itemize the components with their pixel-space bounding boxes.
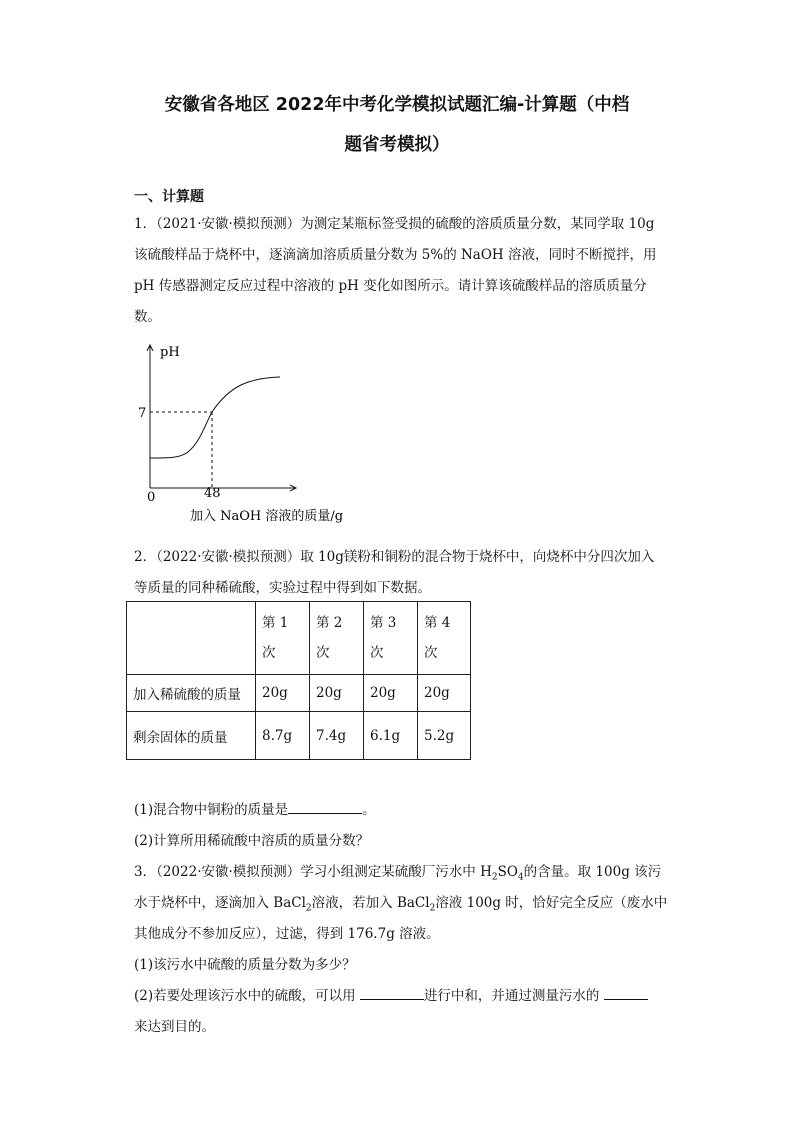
- text: 的含量。取 100g 该污: [523, 864, 662, 880]
- q2-sub2: (2)计算所用稀硫酸中溶质的质量分数？: [134, 833, 370, 849]
- q2-sub1: [134, 798, 376, 818]
- text: 2: [305, 903, 312, 914]
- table-cell: 剩余固体的质量: [127, 712, 256, 760]
- table-cell: 8.7g: [256, 712, 310, 760]
- section-heading: 一、计算题: [134, 189, 204, 205]
- text: 4: [517, 872, 524, 883]
- ph-chart: [0, 0, 794, 540]
- q1-text: 数。: [134, 309, 161, 325]
- answer-blank[interactable]: [604, 987, 648, 1000]
- table-header: 第 2 次: [310, 602, 364, 675]
- y-tick-label: 7: [138, 406, 147, 421]
- q1-text: 1．（2021·安徽·模拟预测）为测定某瓶标签受损的硫酸的溶质质量分数，某同学取 10g: [134, 216, 655, 232]
- table-cell: 7.4g: [310, 712, 364, 760]
- answer-blank[interactable]: [360, 987, 424, 1000]
- title-line: 题省考模拟）: [344, 135, 450, 155]
- table-cell: [127, 602, 256, 675]
- q2-text: 等质量的同种稀硫酸，实验过程中得到如下数据。: [134, 580, 431, 596]
- text: SO: [497, 864, 518, 880]
- q3-text: [134, 860, 661, 883]
- table-cell: 20g: [256, 675, 310, 712]
- q3-sub2: [134, 984, 648, 1004]
- text: 溶液，若加入 BaCl: [311, 895, 430, 911]
- text: 2: [429, 903, 436, 914]
- q2-text: 2．（2022·安徽·模拟预测）取 10g镁粉和铜粉的混合物于烧杯中，向烧杯中分四次加入: [134, 549, 655, 565]
- data-table: [126, 601, 471, 760]
- q1-text: pH 传感器测定反应过程中溶液的 pH 变化如图所示。请计算该硫酸样品的溶质质量分: [134, 278, 647, 294]
- table-cell: 6.1g: [364, 712, 418, 760]
- q3-text: 来达到目的。: [134, 1019, 215, 1035]
- table-row: [127, 712, 471, 760]
- table-cell: 加入稀硫酸的质量: [127, 675, 256, 712]
- x-tick-label: 48: [204, 486, 221, 501]
- text: (2)若要处理该污水中的硫酸，可以用: [134, 988, 360, 1004]
- q1-text: 该硫酸样品于烧杯中，逐滴滴加溶质质量分数为 5%的 NaOH 溶液，同时不断搅拌，用: [134, 247, 657, 263]
- q3-text: [134, 891, 667, 914]
- table-row: [127, 675, 471, 712]
- table-header: 第 1 次: [256, 602, 310, 675]
- ph-curve: [150, 377, 280, 458]
- table-header-row: [127, 602, 471, 675]
- table-cell: 5.2g: [418, 712, 471, 760]
- table-cell: 20g: [364, 675, 418, 712]
- title-line: 安徽省各地区 2022年中考化学模拟试题汇编-计算题（中档: [164, 95, 630, 115]
- answer-blank[interactable]: [288, 801, 362, 814]
- text: 溶液 100g 时，恰好完全反应（废水中: [435, 895, 668, 911]
- y-axis-label: pH: [160, 345, 180, 360]
- text: 2: [491, 872, 498, 883]
- table-header: 第 3 次: [364, 602, 418, 675]
- q3-text: 其他成分不参加反应），过滤，得到 176.7g 溶液。: [134, 926, 440, 942]
- text: 3．（2022·安徽·模拟预测）学习小组测定某硫酸厂污水中 H: [134, 864, 492, 880]
- text: (1)混合物中铜粉的质量是: [134, 802, 289, 818]
- table-header: 第 4 次: [418, 602, 471, 675]
- x-axis-label: 加入 NaOH 溶液的质量/g: [190, 509, 344, 524]
- text: 进行中和，并通过测量污水的: [423, 988, 604, 1004]
- table-cell: 20g: [310, 675, 364, 712]
- text: 水于烧杯中，逐滴加入 BaCl: [134, 895, 306, 911]
- table-cell: 20g: [418, 675, 471, 712]
- q3-sub1: (1)该污水中硫酸的质量分数为多少？: [134, 957, 356, 973]
- text: 。: [362, 802, 376, 818]
- origin-label: 0: [147, 490, 156, 505]
